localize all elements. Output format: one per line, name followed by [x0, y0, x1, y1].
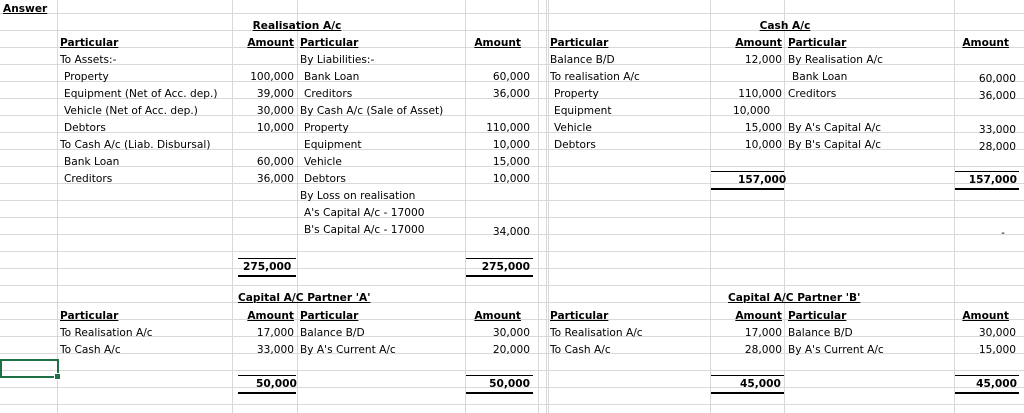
realisation-dr-amount: 10,000	[256, 122, 294, 134]
cash-dr-row: Vehicle	[554, 122, 592, 134]
cash-cr-row: By Realisation A/c	[788, 54, 883, 66]
realisation-cr-row: By Loss on realisation	[300, 190, 416, 202]
cash-title: Cash A/c	[759, 20, 811, 32]
realisation-cr-row: Equipment	[304, 139, 362, 151]
cash-total-cr: 157,000	[968, 174, 1017, 186]
realisation-cr-amount: 10,000	[492, 173, 530, 185]
realisation-dr-amount: 36,000	[256, 173, 294, 185]
realisation-cr-row: Property	[304, 122, 349, 134]
realisation-cr-row: A's Capital A/c - 17000	[304, 207, 425, 219]
realisation-dr-amount: 100,000	[250, 71, 294, 83]
cash-dr-amount: 110,000	[738, 88, 782, 100]
realisation-cr-amount: 36,000	[492, 88, 530, 100]
capital-a-title: Capital A/C Partner 'A'	[238, 292, 371, 304]
cash-total-dr: 157,000	[738, 174, 787, 186]
capital-b-dr-row: To Realisation A/c	[550, 327, 643, 339]
capital-a-cr-amount: 30,000	[492, 327, 530, 339]
realisation-cr-amount: 15,000	[492, 156, 530, 168]
cash-dr-amount-header: Amount	[735, 37, 782, 49]
realisation-dr-row: Creditors	[64, 173, 113, 185]
cash-dr-row: Debtors	[554, 139, 596, 151]
cash-cr-amount: 28,000	[978, 141, 1016, 153]
cash-cr-amount: 60,000	[978, 73, 1016, 85]
cash-dr-row: To realisation A/c	[550, 71, 640, 83]
realisation-dr-row: Bank Loan	[64, 156, 120, 168]
capital-a-dr-amount: 33,000	[256, 344, 294, 356]
capital-a-cr-row: Balance B/D	[300, 327, 365, 339]
capital-a-cr-row: By A's Current A/c	[300, 344, 396, 356]
selected-cell[interactable]	[0, 359, 59, 378]
realisation-cr-particular-header: Particular	[300, 37, 359, 49]
answer-label: Answer	[3, 3, 48, 15]
cash-dr-particular-header: Particular	[550, 37, 609, 49]
capital-b-dr-amount: 28,000	[744, 344, 782, 356]
capital-b-cr-amount: 15,000	[978, 344, 1016, 356]
realisation-cr-row: Debtors	[304, 173, 346, 185]
realisation-cr-row: Vehicle	[304, 156, 342, 168]
cash-cr-amount-header: Amount	[962, 37, 1009, 49]
realisation-dr-particular-header: Particular	[60, 37, 119, 49]
capital-a-total-dr: 50,000	[256, 378, 297, 390]
capital-a-dr-amount-header: Amount	[247, 310, 294, 322]
capital-b-cr-amount-header: Amount	[962, 310, 1009, 322]
cash-dr-amount: 10,000	[733, 105, 771, 117]
capital-b-cr-row: By A's Current A/c	[788, 344, 884, 356]
realisation-cr-row: By Cash A/c (Sale of Asset)	[300, 105, 444, 117]
capital-b-total-dr: 45,000	[740, 378, 781, 390]
capital-a-dr-row: To Cash A/c	[60, 344, 121, 356]
realisation-cr-row: By Liabilities:-	[300, 54, 375, 66]
realisation-dr-row: Property	[64, 71, 109, 83]
capital-b-title: Capital A/C Partner 'B'	[728, 292, 861, 304]
realisation-dr-row: Vehicle (Net of Acc. dep.)	[64, 105, 198, 117]
realisation-dr-row: Equipment (Net of Acc. dep.)	[64, 88, 218, 100]
cash-dr-row: Balance B/D	[550, 54, 615, 66]
realisation-cr-amount: 60,000	[492, 71, 530, 83]
cash-dr-row: Equipment	[554, 105, 612, 117]
realisation-cr-amount: 10,000	[492, 139, 530, 151]
realisation-cr-row: B's Capital A/c - 17000	[304, 224, 425, 236]
realisation-dr-row: Debtors	[64, 122, 106, 134]
cash-cr-row: By A's Capital A/c	[788, 122, 882, 134]
realisation-title: Realisation A/c	[252, 20, 342, 32]
realisation-dr-amount: 39,000	[256, 88, 294, 100]
realisation-cr-amount-header: Amount	[474, 37, 521, 49]
fill-handle[interactable]	[54, 373, 61, 380]
realisation-cr-amount: 110,000	[486, 122, 530, 134]
capital-b-cr-particular-header: Particular	[788, 310, 847, 322]
realisation-dr-amount: 60,000	[256, 156, 294, 168]
realisation-total-cr: 275,000	[481, 261, 530, 273]
realisation-dr-amount: 30,000	[256, 105, 294, 117]
cash-dr-amount: 12,000	[744, 54, 782, 66]
capital-a-dr-amount: 17,000	[256, 327, 294, 339]
capital-a-dr-particular-header: Particular	[60, 310, 119, 322]
cash-dr-amount: 10,000	[744, 139, 782, 151]
cash-dr-row: Property	[554, 88, 599, 100]
realisation-total-dr: 275,000	[243, 261, 292, 273]
capital-a-total-cr: 50,000	[489, 378, 530, 390]
realisation-dr-row: To Cash A/c (Liab. Disbursal)	[60, 139, 211, 151]
cash-cr-amount: 33,000	[978, 124, 1016, 136]
capital-a-cr-particular-header: Particular	[300, 310, 359, 322]
realisation-dr-row: To Assets:-	[60, 54, 117, 66]
cash-cr-row: Bank Loan	[792, 71, 848, 83]
cash-dr-amount: 15,000	[744, 122, 782, 134]
capital-b-dr-particular-header: Particular	[550, 310, 609, 322]
cash-cr-amount: 36,000	[978, 90, 1016, 102]
capital-b-cr-amount: 30,000	[978, 327, 1016, 339]
capital-b-total-cr: 45,000	[976, 378, 1017, 390]
capital-a-cr-amount-header: Amount	[474, 310, 521, 322]
realisation-cr-amount: 34,000	[492, 226, 530, 238]
cash-cr-row: By B's Capital A/c	[788, 139, 882, 151]
capital-a-cr-amount: 20,000	[492, 344, 530, 356]
realisation-cr-row: Bank Loan	[304, 71, 360, 83]
capital-b-cr-row: Balance B/D	[788, 327, 853, 339]
capital-b-dr-row: To Cash A/c	[550, 344, 611, 356]
cash-dash: -	[1001, 227, 1005, 239]
capital-a-dr-row: To Realisation A/c	[60, 327, 153, 339]
cash-cr-row: Creditors	[788, 88, 837, 100]
realisation-cr-row: Creditors	[304, 88, 353, 100]
cash-cr-particular-header: Particular	[788, 37, 847, 49]
capital-b-dr-amount-header: Amount	[735, 310, 782, 322]
realisation-dr-amount-header: Amount	[247, 37, 294, 49]
capital-b-dr-amount: 17,000	[744, 327, 782, 339]
